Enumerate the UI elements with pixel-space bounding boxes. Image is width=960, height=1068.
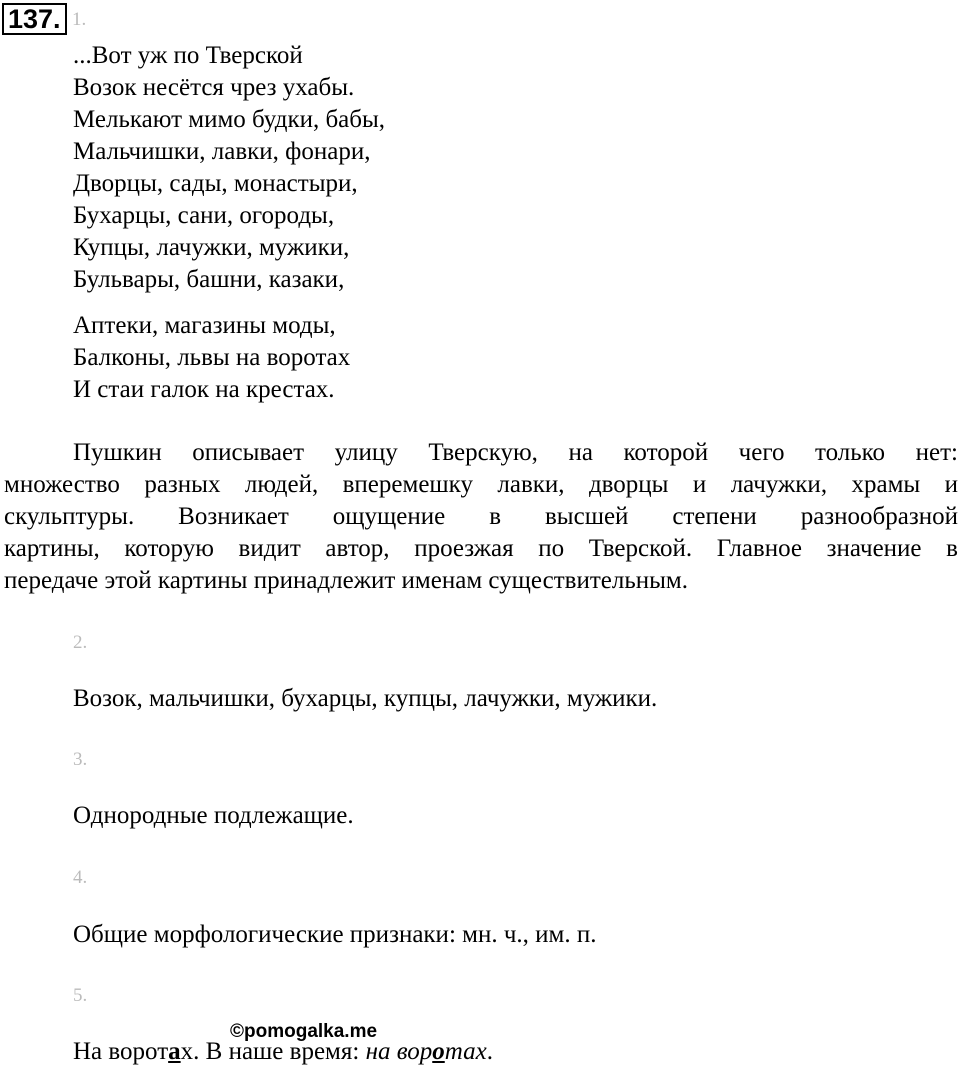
answer-4: Общие морфологические признаки: мн. ч., им. п. — [73, 921, 597, 948]
paragraph-line: скульптуры. Возникает ощущение в высшей степени разнообразной — [4, 503, 958, 530]
poem-line: Возок несётся чрез ухабы. — [73, 74, 355, 101]
poem-line: Мальчишки, лавки, фонари, — [73, 138, 371, 165]
section-number-4: 4. — [73, 867, 88, 888]
poem-line: ...Вот уж по Тверской — [73, 42, 303, 69]
poem-line: Аптеки, магазины моды, — [73, 312, 336, 339]
answer-5 — [73, 1037, 493, 1067]
exercise-number: 137. — [2, 3, 67, 35]
paragraph-line: Пушкин описывает улицу Тверскую, на которой чего только нет: — [73, 439, 958, 466]
section-number-1: 1. — [72, 9, 87, 30]
stressed-vowel: а — [168, 1038, 181, 1065]
section-number-3: 3. — [73, 749, 88, 770]
poem-line: И стаи галок на крестах. — [73, 376, 335, 403]
poem-line: Купцы, лачужки, мужики, — [73, 234, 350, 261]
answer-5-text: х. В наше время: — [180, 1038, 366, 1065]
answer-5-italic: на вор — [365, 1038, 433, 1065]
poem-line: Дворцы, сады, монастыри, — [73, 170, 358, 197]
poem-line: Мелькают мимо будки, бабы, — [73, 106, 386, 133]
paragraph-line: картины, которую видит автор, проезжая по Тверской. Главное значение в — [4, 535, 958, 562]
poem-line: Бульвары, башни, казаки, — [73, 266, 345, 293]
poem-line: Бухарцы, сани, огороды, — [73, 202, 335, 229]
stressed-vowel: о — [432, 1038, 445, 1065]
answer-5-text: На ворот — [73, 1038, 169, 1065]
paragraph-line: передаче этой картины принадлежит именам существительным. — [4, 567, 688, 594]
section-number-5: 5. — [73, 985, 88, 1006]
section-number-2: 2. — [73, 632, 88, 653]
poem-line: Балконы, львы на воротах — [73, 344, 351, 371]
answer-5-italic: тах — [444, 1038, 487, 1065]
answer-3: Однородные подлежащие. — [73, 802, 354, 829]
answer-5-text: . — [486, 1038, 493, 1065]
answer-2: Возок, мальчишки, бухарцы, купцы, лачужки, мужики. — [73, 685, 658, 712]
watermark: ©pomogalka.me — [230, 1021, 378, 1042]
paragraph-line: множество разных людей, вперемешку лавки, дворцы и лачужки, храмы и — [4, 471, 958, 498]
